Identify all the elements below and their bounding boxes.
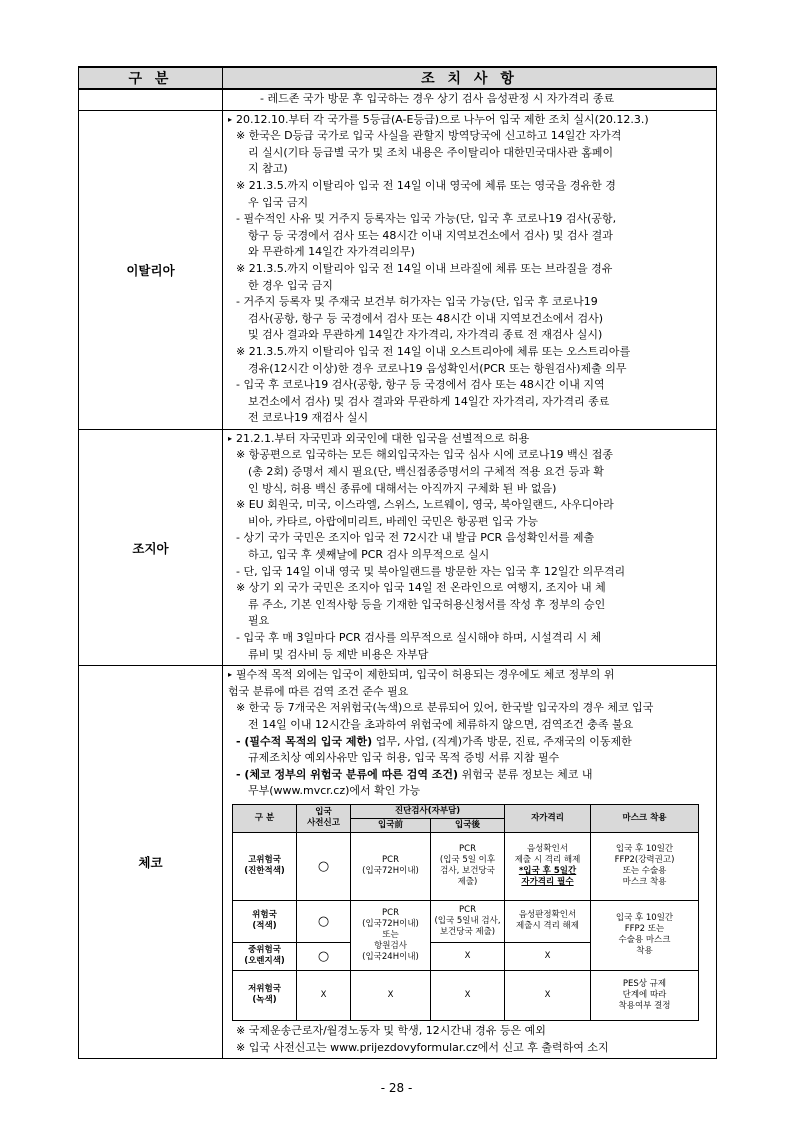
content-georgia — [223, 429, 717, 665]
country-czech: 체코 — [79, 666, 223, 1059]
line-text: - 상기 국가 국민은 조지아 입국 전 72시간 내 발급 PCR 음성확인서를 제출 — [236, 531, 595, 545]
document-page — [78, 66, 717, 1072]
line-text: ※ EU 회원국, 미국, 이스라엘, 스위스, 노르웨이, 영국, 북아일랜드, 사우디아라 — [236, 498, 614, 512]
risk-orange-after: X — [431, 942, 505, 970]
risk-high-q-text: 음성확인서 제출 시 격리 해제 — [514, 844, 581, 866]
line-text: 필요 — [248, 614, 270, 628]
line-text: 보건소에서 검사) 및 검사 결과와 무관하게 14일간 자가격리, 자가격리 종료 — [248, 394, 610, 408]
text-line — [228, 261, 710, 278]
risk-high-mask: 입국 후 10일간 FFP2(강력권고) 또는 수술용 마스크 착용 — [591, 832, 699, 900]
text-line — [228, 547, 710, 564]
text-line — [228, 667, 710, 684]
line-text: 20.12.10.부터 각 국가를 5등급(A-E등급)으로 나누어 입국 제한 조치 실시(20.12.3.) — [236, 112, 649, 126]
risk-orange-quarantine: X — [505, 942, 591, 970]
text-line — [228, 684, 710, 701]
czech-bullet-1 — [228, 734, 710, 751]
line-text: 검사(공항, 항구 등 국경에서 검사 또는 48시간 이내 지역보건소에서 검사) — [248, 311, 604, 325]
line-text: 경유(12시간 이상)한 경우 코로나19 음성확인서(PCR 또는 항원검사)제출 의무 — [248, 361, 627, 375]
bullet-2-heading: - (체코 정부의 위험국 분류에 따른 검역 조건) — [236, 767, 459, 781]
czech-note-2: ※ 입국 사전신고는 www.prijezdovyformular.cz에서 신고 후 출력하여 소지 — [236, 1040, 609, 1054]
text-line — [228, 564, 710, 581]
text-line — [228, 244, 710, 261]
text-line — [228, 717, 710, 734]
header-category: 구 분 — [79, 67, 223, 89]
risk-orange-prereport: ○ — [297, 942, 351, 970]
line-text: - 입국 후 매 3일마다 PCR 검사를 의무적으로 실시해야 하며, 시설격리 시 체 — [236, 631, 602, 644]
risk-table-wrapper — [232, 804, 710, 1021]
text-line — [228, 530, 710, 547]
risk-table-header — [233, 804, 699, 818]
line-text: ※ 21.3.5.까지 이탈리아 입국 전 14일 이내 영국에 체류 또는 영국을 경유한 경 — [236, 178, 616, 192]
text-line — [228, 327, 710, 344]
risk-orange-name: 중위험국 (오렌지색) — [233, 942, 297, 970]
country-cell — [79, 89, 223, 110]
text-line — [228, 464, 710, 481]
th-quarantine: 자가격리 — [505, 804, 591, 832]
line-text: - 입국 후 코로나19 검사(공항, 항구 등 국경에서 검사 또는 48시간 이내 지역 — [236, 378, 605, 392]
risk-red-mask: 입국 후 10일간 FFP2 또는 수술용 마스크 착용 — [591, 900, 699, 970]
text-line — [228, 580, 710, 597]
text-line — [228, 630, 710, 647]
risk-high-prereport: ○ — [297, 832, 351, 900]
risk-green-after: X — [431, 970, 505, 1020]
line-text: 인 방식, 허용 백신 종류에 대해서는 아직까지 구체화 된 바 없음) — [248, 481, 557, 495]
text-line — [228, 195, 710, 212]
table-header — [79, 67, 717, 89]
text-line — [228, 447, 710, 464]
line-text: 와 무관하게 14일간 자가격리의무) — [248, 245, 415, 259]
risk-green-mask: PES상 규제 단계에 따라 착용여부 결정 — [591, 970, 699, 1020]
text-line — [228, 228, 710, 245]
country-italy: 이탈리아 — [79, 110, 223, 429]
text-line — [228, 700, 710, 717]
text-line — [228, 311, 710, 328]
text-line — [228, 394, 710, 411]
line-text: - 거주지 등록자 및 주재국 보건부 허가자는 입국 가능(단, 입국 후 코로나19 — [236, 295, 598, 309]
text-line — [228, 91, 710, 108]
line-text: 험국 분류에 따른 검역 조건 준수 필요 — [228, 684, 409, 698]
content-cell — [223, 89, 717, 110]
text-line — [228, 497, 710, 514]
risk-row-green — [233, 970, 699, 1020]
text-line — [228, 377, 710, 394]
bullet-1-text: 업무, 사업, (직계)가족 방문, 진료, 주재국의 이동제한 — [372, 734, 632, 748]
risk-red-name: 위험국 (적색) — [233, 900, 297, 942]
czech-note-1: ※ 국제운송근로자/월경노동자 및 학생, 12시간내 경유 등은 예외 — [236, 1023, 546, 1037]
risk-row-high — [233, 832, 699, 900]
line-text: 류비 및 검사비 등 제반 비용은 자부담 — [248, 647, 429, 661]
line-text: 필수적 목적 외에는 입국이 제한되며, 입국이 허용되는 경우에도 체코 정부의 위 — [236, 668, 615, 682]
text-line — [228, 278, 710, 295]
line-text: ※ 21.3.5.까지 이탈리아 입국 전 14일 이내 브라질에 체류 또는 브라질을 경유 — [236, 261, 613, 275]
line-text: 비아, 카타르, 아랍에미리트, 바레인 국민은 항공편 입국 가능 — [248, 514, 538, 528]
risk-green-before: X — [351, 970, 431, 1020]
content-italy — [223, 110, 717, 429]
row-czech — [79, 666, 717, 1059]
text-line — [228, 597, 710, 614]
text-line — [228, 178, 710, 195]
country-georgia: 조지아 — [79, 429, 223, 665]
risk-high-name: 고위험국 (진한적색) — [233, 832, 297, 900]
risk-red-quarantine: 음성판정확인서 제출시 격리 해제 — [505, 900, 591, 942]
line-text: - 레드존 국가 방문 후 입국하는 경우 상기 검사 음성판정 시 자가격리 종료 — [260, 92, 615, 105]
line-text: 지 참고) — [248, 162, 288, 176]
row-georgia — [79, 429, 717, 665]
text-line — [228, 647, 710, 664]
czech-bullet-2 — [228, 767, 710, 784]
triangle-bullet-icon: ▸ — [228, 433, 233, 443]
text-line — [228, 613, 710, 630]
line-text: (총 2회) 증명서 제시 필요(단, 백신접종증명서의 구체적 적용 요건 등과 확 — [248, 465, 604, 479]
line-text: 우 입국 금지 — [248, 195, 309, 209]
text-line — [228, 161, 710, 178]
line-text: ※ 항공편으로 입국하는 모든 해외입국자는 입국 심사 시에 코로나19 백신 접종 — [236, 448, 613, 462]
line-text: ※ 한국 등 7개국은 저위험국(녹색)으로 분류되어 있어, 한국발 입국자의 경우 체코 입국 — [236, 701, 654, 715]
th-after: 입국後 — [431, 818, 505, 832]
bullet-1-heading: - (필수적 목적의 입국 제한) — [236, 734, 373, 748]
text-line — [228, 128, 710, 145]
text-line — [228, 514, 710, 531]
text-line — [228, 344, 710, 361]
risk-high-quarantine — [505, 832, 591, 900]
text-line — [228, 211, 710, 228]
risk-green-name: 저위험국 (녹색) — [233, 970, 297, 1020]
text-line — [228, 481, 710, 498]
line-text: 21.2.1.부터 자국민과 외국인에 대한 입국을 선별적으로 허용 — [236, 431, 530, 445]
risk-red-prereport: ○ — [297, 900, 351, 942]
row-italy — [79, 110, 717, 429]
th-test: 진단검사(자부담) — [351, 804, 505, 818]
line-text: 전 코로나19 재검사 실시 — [248, 411, 369, 425]
line-text: 전 14일 이내 12시간을 초과하여 위험국에 체류하지 않으면, 검역조건 충족 불요 — [248, 717, 634, 731]
th-before: 입국前 — [351, 818, 431, 832]
content-czech — [223, 666, 717, 1059]
line-text: 리 실시(기타 등급별 국가 및 조치 내용은 주이탈리아 대한민국대사관 홈페이 — [248, 145, 614, 159]
text-line — [228, 410, 710, 427]
text-line — [228, 361, 710, 378]
page-number: - 28 - — [380, 1081, 413, 1095]
text-line — [228, 145, 710, 162]
line-text: ※ 21.3.5.까지 이탈리아 입국 전 14일 이내 오스트리아에 체류 또는 오스트리아를 — [236, 344, 631, 358]
risk-red-before: PCR (입국72H이내) 또는 항원검사 (입국24H이내) — [351, 900, 431, 970]
th-mask: 마스크 착용 — [591, 804, 699, 832]
risk-green-prereport: X — [297, 970, 351, 1020]
text-line — [228, 112, 710, 129]
text-line — [228, 431, 710, 448]
czech-bullet-2-cont: 무부(www.mvcr.cz)에서 확인 가능 — [248, 784, 421, 798]
czech-bullet-1-cont: 규제조치상 예외사유만 입국 허용, 입국 목적 증빙 서류 지참 필수 — [248, 751, 560, 765]
line-text: ※ 한국은 D등급 국가로 입국 사실을 관할지 방역당국에 신고하고 14일간 자가격 — [236, 129, 622, 143]
bullet-2-text: 위험국 분류 정보는 체코 내 — [458, 767, 593, 781]
line-text: - 필수적인 사유 및 거주지 등록자는 입국 가능(단, 입국 후 코로나19 검사(공항, — [236, 212, 617, 226]
triangle-bullet-icon: ▸ — [228, 670, 233, 680]
risk-high-q-note: *입국 후 5일간 자가격리 필수 — [518, 866, 577, 888]
line-text: 항구 등 국경에서 검사 또는 48시간 이내 지역보건소에서 검사) 및 검사 결과 — [248, 228, 613, 242]
text-line — [228, 294, 710, 311]
line-text: 류 주소, 기본 인적사항 등을 기재한 입국허용신청서를 작성 후 정부의 승인 — [248, 597, 606, 611]
risk-high-before: PCR (입국72H이내) — [351, 832, 431, 900]
row-continuation — [79, 89, 717, 110]
th-prereport: 입국 사전신고 — [297, 804, 351, 832]
risk-green-quarantine: X — [505, 970, 591, 1020]
risk-classification-table — [232, 804, 699, 1021]
measures-table — [78, 66, 717, 1059]
czech-top-lines — [228, 667, 710, 733]
risk-high-after: PCR (입국 5일 이후 검사, 보건당국 제출) — [431, 832, 505, 900]
line-text: ※ 상기 외 국가 국민은 조지아 입국 14일 전 온라인으로 여행지, 조지아 내 체 — [236, 581, 606, 595]
triangle-bullet-icon: ▸ — [228, 114, 233, 124]
line-text: - 단, 입국 14일 이내 영국 및 북아일랜드를 방문한 자는 입국 후 12일간 의무격리 — [236, 564, 626, 578]
line-text: 및 검사 결과와 무관하게 14일간 자가격리, 자가격리 종료 전 재검사 실시) — [248, 328, 603, 342]
th-category: 구 분 — [233, 804, 297, 832]
risk-red-after: PCR (입국 5일내 검사, 보건당국 제출) — [431, 900, 505, 942]
risk-row-red — [233, 900, 699, 942]
line-text: 한 경우 입국 금지 — [248, 278, 333, 292]
header-measures: 조 치 사 항 — [223, 67, 717, 89]
line-text: 하고, 입국 후 셋째날에 PCR 검사 의무적으로 실시 — [248, 548, 490, 562]
